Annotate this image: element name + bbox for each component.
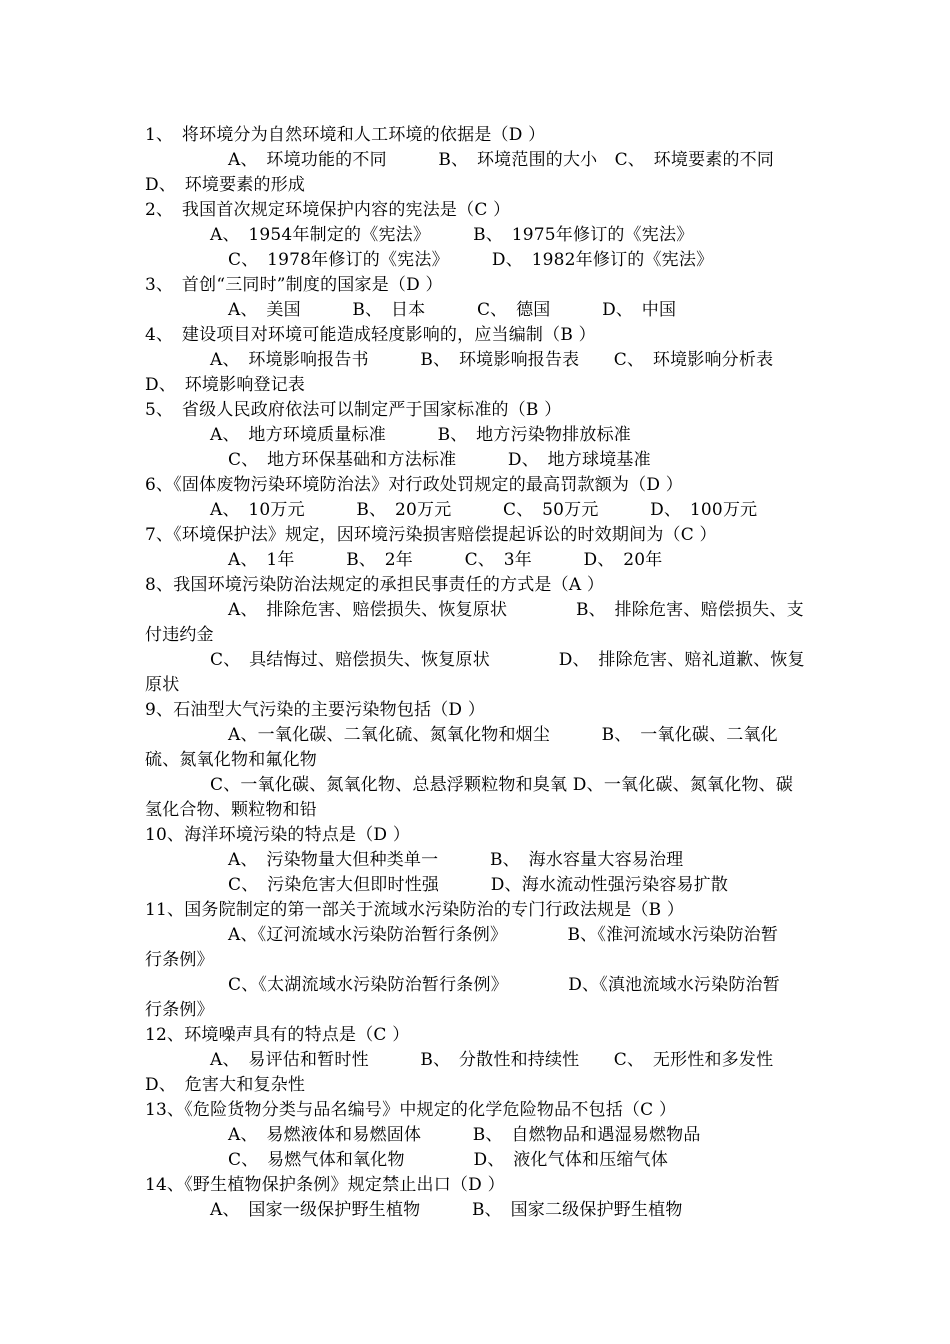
q6-options: A、 10万元 B、 20万元 C、 50万元 D、 100万元 [210, 500, 758, 520]
question-6: 6、《固体废物污染环境防治法》对行政处罚规定的最高罚款额为（D ） [145, 475, 683, 495]
question-13: 13、《危险货物分类与品名编号》中规定的化学危险物品不包括（C ） [145, 1100, 677, 1120]
q4-options: A、 环境影响报告书 B、 环境影响报告表 C、 环境影响分析表 [210, 350, 774, 370]
q8-options-ab: A、 排除危害、赔偿损失、恢复原状 B、 排除危害、赔偿损失、支 [228, 600, 804, 620]
q8-options-ab-cont: 付违约金 [145, 625, 214, 645]
q12-options-cont: D、 危害大和复杂性 [145, 1075, 306, 1095]
q11-options-ab-cont: 行条例》 [145, 950, 214, 970]
q11-options-cd: C、《太湖流域水污染防治暂行条例》 D、《滇池流域水污染防治暂 [228, 975, 780, 995]
question-3: 3、 首创“三同时”制度的国家是（D ） [145, 275, 443, 295]
q2-options-ab: A、 1954年制定的《宪法》 B、 1975年修订的《宪法》 [210, 225, 694, 245]
q13-options-ab: A、 易燃液体和易燃固体 B、 自燃物品和遇湿易燃物品 [228, 1125, 701, 1145]
question-14: 14、《野生植物保护条例》规定禁止出口（D ） [145, 1175, 505, 1195]
question-4: 4、 建设项目对环境可能造成轻度影响的，应当编制（B ） [145, 325, 596, 345]
q1-options: A、 环境功能的不同 B、 环境范围的大小 C、 环境要素的不同 [228, 150, 775, 170]
q1-options-cont: D、 环境要素的形成 [145, 175, 306, 195]
q13-options-cd: C、 易燃气体和氧化物 D、 液化气体和压缩气体 [228, 1150, 669, 1170]
q9-options-ab: A、一氧化碳、二氧化硫、氮氧化物和烟尘 B、 一氧化碳、二氧化 [228, 725, 778, 745]
q3-options: A、 美国 B、 日本 C、 德国 D、 中国 [228, 300, 677, 320]
q11-options-ab: A、《辽河流域水污染防治暂行条例》 B、《淮河流域水污染防治暂 [228, 925, 779, 945]
q10-options-ab: A、 污染物量大但种类单一 B、 海水容量大容易治理 [228, 850, 684, 870]
q5-options-cd: C、 地方环保基础和方法标准 D、 地方球境基准 [228, 450, 651, 470]
q5-options-ab: A、 地方环境质量标准 B、 地方污染物排放标准 [210, 425, 631, 445]
q14-options-ab: A、 国家一级保护野生植物 B、 国家二级保护野生植物 [210, 1200, 683, 1220]
q8-options-cd-cont: 原状 [145, 675, 180, 695]
question-9: 9、石油型大气污染的主要污染物包括（D ） [145, 700, 486, 720]
question-5: 5、 省级人民政府依法可以制定严于国家标准的（B ） [145, 400, 562, 420]
q7-options: A、 1年 B、 2年 C、 3年 D、 20年 [228, 550, 663, 570]
question-12: 12、环境噪声具有的特点是（C ） [145, 1025, 410, 1045]
question-1: 1、 将环境分为自然环境和人工环境的依据是（D ） [145, 125, 546, 145]
question-7: 7、《环境保护法》规定，因环境污染损害赔偿提起诉讼的时效期间为（C ） [145, 525, 717, 545]
q9-options-cd: C、一氧化碳、氮氧化物、总悬浮颗粒物和臭氧 D、一氧化碳、氮氧化物、碳 [210, 775, 794, 795]
q11-options-cd-cont: 行条例》 [145, 1000, 214, 1020]
q10-options-cd: C、 污染危害大但即时性强 D、海水流动性强污染容易扩散 [228, 875, 729, 895]
q12-options: A、 易评估和暂时性 B、 分散性和持续性 C、 无形性和多发性 [210, 1050, 774, 1070]
q9-options-ab-cont: 硫、氮氧化物和氟化物 [145, 750, 317, 770]
question-10: 10、海洋环境污染的特点是（D ） [145, 825, 411, 845]
q9-options-cd-cont: 氢化合物、颗粒物和铅 [145, 800, 317, 820]
question-8: 8、我国环境污染防治法规定的承担民事责任的方式是（A ） [145, 575, 605, 595]
q2-options-cd: C、 1978年修订的《宪法》 D、 1982年修订的《宪法》 [228, 250, 714, 270]
q8-options-cd: C、 具结悔过、赔偿损失、恢复原状 D、 排除危害、赔礼道歉、恢复 [210, 650, 805, 670]
q4-options-cont: D、 环境影响登记表 [145, 375, 306, 395]
question-11: 11、国务院制定的第一部关于流域水污染防治的专门行政法规是（B ） [145, 900, 685, 920]
question-2: 2、 我国首次规定环境保护内容的宪法是（C ） [145, 200, 511, 220]
